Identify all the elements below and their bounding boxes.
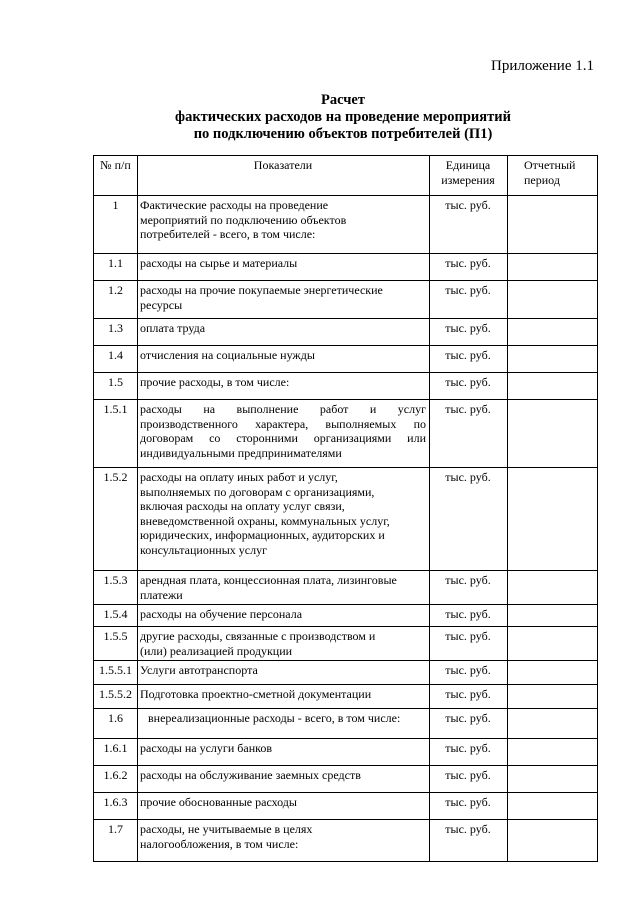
row-num: 1.1 [94,254,138,281]
table-row [94,627,598,661]
table-row [94,196,598,254]
title-line-2: фактических расходов на проведение мероприятий [175,109,511,125]
row-unit: тыс. руб. [430,739,508,766]
title-line-1: Расчет [321,92,365,108]
table-row [94,685,598,709]
row-indicator: другие расходы, связанные с производством и (или) реализацией продукции [138,627,430,661]
table-row [94,373,598,400]
row-period [508,196,598,254]
row-unit: тыс. руб. [430,254,508,281]
row-unit: тыс. руб. [430,373,508,400]
row-period [508,605,598,627]
row-num: 1 [94,196,138,254]
row-period [508,766,598,793]
table-row [94,709,598,739]
table-row [94,346,598,373]
row-period [508,571,598,605]
row-num: 1.6.1 [94,739,138,766]
row-unit: тыс. руб. [430,571,508,605]
row-indicator: арендная плата, концессионная плата, лизинговые платежи [138,571,430,605]
row-unit: тыс. руб. [430,319,508,346]
table-header-row [94,156,598,196]
row-num: 1.7 [94,820,138,862]
row-period [508,685,598,709]
row-indicator: расходы на услуги банков [138,739,430,766]
row-num: 1.5.3 [94,571,138,605]
row-unit: тыс. руб. [430,661,508,685]
row-unit: тыс. руб. [430,346,508,373]
row-num: 1.3 [94,319,138,346]
row-num: 1.6.3 [94,793,138,820]
table-row [94,820,598,862]
title-line-3: по подключению объектов потребителей (П1) [193,126,493,142]
row-indicator: прочие расходы, в том числе: [138,373,430,400]
row-period [508,627,598,661]
row-num: 1.6.2 [94,766,138,793]
row-unit: тыс. руб. [430,400,508,468]
row-num: 1.5 [94,373,138,400]
table-row [94,400,598,468]
row-num: 1.5.4 [94,605,138,627]
row-unit: тыс. руб. [430,685,508,709]
row-unit: тыс. руб. [430,605,508,627]
row-indicator: расходы на обучение персонала [138,605,430,627]
row-unit: тыс. руб. [430,281,508,319]
row-indicator: оплата труда [138,319,430,346]
row-indicator: Подготовка проектно-сметной документации [138,685,430,709]
table-row [94,793,598,820]
row-indicator: прочие обоснованные расходы [138,793,430,820]
row-num: 1.5.5 [94,627,138,661]
row-period [508,820,598,862]
row-unit: тыс. руб. [430,196,508,254]
row-num: 1.5.2 [94,468,138,571]
row-period [508,793,598,820]
row-indicator: Фактические расходы на проведение мероприятий по подключению объектов потребителей - всего, в том числе: [138,196,430,254]
row-indicator: внереализационные расходы - всего, в том числе: [138,709,430,739]
row-period [508,281,598,319]
header-unit: Единица измерения [430,156,508,196]
appendix-label: Приложение 1.1 [490,58,594,74]
row-unit: тыс. руб. [430,793,508,820]
row-indicator: расходы, не учитываемые в целях налогообложения, в том числе: [138,820,430,862]
table-row [94,739,598,766]
row-indicator: расходы на обслуживание заемных средств [138,766,430,793]
table-row [94,571,598,605]
row-unit: тыс. руб. [430,627,508,661]
row-period [508,661,598,685]
row-indicator: отчисления на социальные нужды [138,346,430,373]
row-num: 1.6 [94,709,138,739]
header-period: Отчетный период [508,156,598,196]
row-unit: тыс. руб. [430,709,508,739]
table-row [94,319,598,346]
table-row [94,254,598,281]
row-indicator: расходы на выполнение работ и услуг производственного характера, выполняемых по договорам со сторонними организациями или индивидуальными предпринимателями [138,400,430,468]
table-row [94,605,598,627]
row-indicator: расходы на прочие покупаемые энергетические ресурсы [138,281,430,319]
row-unit: тыс. руб. [430,468,508,571]
expenses-table [93,155,598,862]
row-period [508,468,598,571]
row-indicator: расходы на оплату иных работ и услуг, выполняемых по договорам с организациями, включая расходы на оплату услуг связи, вневедомственной охраны, коммунальных услуг, юридических, информационных, аудиторских и консультационных услуг [138,468,430,571]
row-period [508,319,598,346]
row-num: 1.5.5.2 [94,685,138,709]
row-indicator: расходы на сырье и материалы [138,254,430,281]
row-unit: тыс. руб. [430,766,508,793]
row-period [508,346,598,373]
row-num: 1.4 [94,346,138,373]
row-unit: тыс. руб. [430,820,508,862]
header-num: № п/п [94,156,138,196]
row-num: 1.5.5.1 [94,661,138,685]
table-row [94,468,598,571]
row-period [508,739,598,766]
row-indicator: Услуги автотранспорта [138,661,430,685]
row-period [508,709,598,739]
row-num: 1.2 [94,281,138,319]
row-period [508,373,598,400]
table-row [94,661,598,685]
table-row [94,281,598,319]
document-title [93,92,593,143]
table-row [94,766,598,793]
row-num: 1.5.1 [94,400,138,468]
row-period [508,400,598,468]
row-period [508,254,598,281]
header-indicator: Показатели [138,156,430,196]
